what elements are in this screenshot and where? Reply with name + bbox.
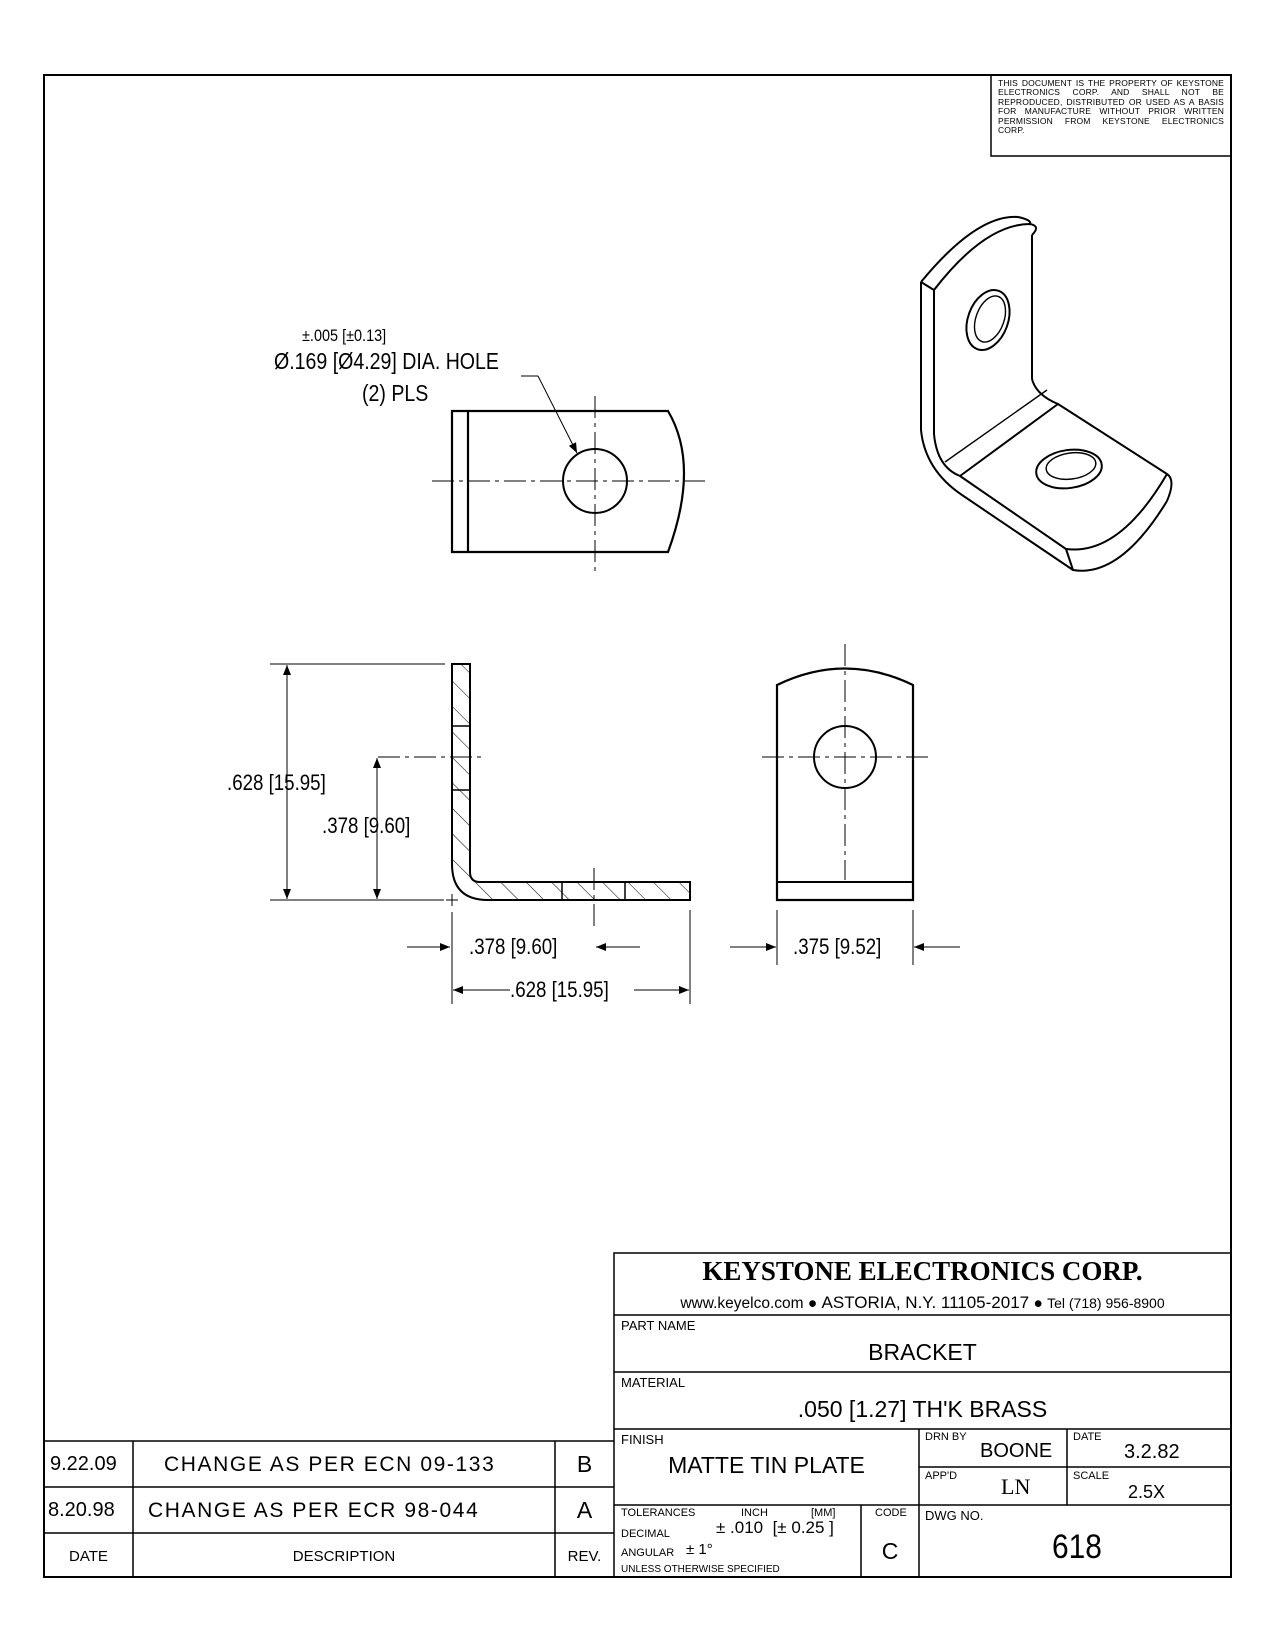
dim-height-total-label: .628 [15.95]: [227, 770, 326, 795]
decimal-label: DECIMAL: [621, 1528, 670, 1540]
material-label: MATERIAL: [621, 1375, 686, 1390]
mm-label: [MM]: [811, 1507, 836, 1519]
rev-row-2-rev: A: [576, 1497, 593, 1523]
date-label: DATE: [1073, 1431, 1102, 1443]
part-name: BRACKET: [868, 1339, 977, 1365]
tolerances-label: TOLERANCES: [621, 1507, 696, 1519]
rev-row-2-date: 8.20.98: [48, 1499, 115, 1521]
date: 3.2.82: [1124, 1441, 1180, 1463]
company-tel: Tel (718) 956-8900: [1047, 1295, 1165, 1311]
hole-callout: Ø.169 [Ø4.29] DIA. HOLE: [274, 348, 499, 374]
bullet-2: ●: [1033, 1295, 1048, 1312]
isometric-view: [921, 217, 1172, 571]
dim-hole-height-label: .378 [9.60]: [322, 813, 411, 838]
rev-header-rev: REV.: [567, 1548, 602, 1565]
rev-header-description: DESCRIPTION: [292, 1548, 396, 1565]
drn-by-label: DRN BY: [925, 1431, 967, 1443]
scale-label: SCALE: [1073, 1470, 1110, 1482]
tolerance-code: C: [881, 1538, 899, 1564]
finish-label: FINISH: [621, 1432, 664, 1447]
ownership-notice: THIS DOCUMENT IS THE PROPERTY OF KEYSTONE ELECTRONICS CORP. AND SHALL NOT BE REPRODUCED, DISTRIBUTED OR USED AS A BASIS FOR MANUFACTURE WITHOUT PRIOR WRITTEN PERMISSION FROM KEYSTONE ELECTRONICS CORP.: [998, 78, 1224, 136]
dim-hole-offset-label: .378 [9.60]: [469, 934, 558, 959]
part-name-label: PART NAME: [621, 1318, 696, 1333]
dwg-no-label: DWG NO.: [925, 1508, 984, 1523]
company-web[interactable]: www.keyelco.com: [680, 1295, 804, 1312]
material: .050 [1.27] TH'K BRASS: [797, 1396, 1048, 1422]
finish: MATTE TIN PLATE: [668, 1452, 865, 1478]
hole-count: (2) PLS: [362, 380, 429, 406]
company-city: ASTORIA, N.Y. 11105-2017: [821, 1293, 1030, 1312]
rev-row-1-description: CHANGE AS PER ECN 09-133: [164, 1453, 496, 1476]
company-address: [614, 1293, 1231, 1313]
code-label: CODE: [875, 1507, 907, 1519]
bullet-1: ●: [807, 1295, 822, 1312]
angular-label: ANGULAR: [621, 1547, 675, 1559]
rev-row-1-date: 9.22.09: [50, 1453, 117, 1475]
appd: LN: [1001, 1474, 1031, 1499]
drn-by: BOONE: [980, 1440, 1053, 1462]
iso-hole-vertical: [959, 284, 1018, 356]
front-view: [730, 644, 960, 965]
angular-value: ± 1°: [686, 1541, 713, 1558]
decimal-value: ± .010 [± 0.25 ]: [716, 1518, 834, 1537]
scale: 2.5X: [1128, 1482, 1166, 1502]
hole-tolerance: ±.005 [±0.13]: [302, 326, 387, 345]
top-view: [432, 376, 705, 575]
unless-specified: UNLESS OTHERWISE SPECIFIED: [621, 1564, 780, 1575]
rev-row-1-rev: B: [576, 1451, 593, 1477]
company-name: KEYSTONE ELECTRONICS CORP.: [702, 1256, 1143, 1286]
rev-header-date: DATE: [69, 1548, 108, 1565]
dwg-no: 618: [1052, 1528, 1102, 1566]
rev-row-2-description: CHANGE AS PER ECR 98-044: [148, 1499, 480, 1522]
dim-width-label: .375 [9.52]: [793, 934, 882, 959]
inch-label: INCH: [741, 1507, 768, 1519]
appd-label: APP'D: [925, 1470, 958, 1482]
dim-length-total-label: .628 [15.95]: [510, 977, 609, 1002]
